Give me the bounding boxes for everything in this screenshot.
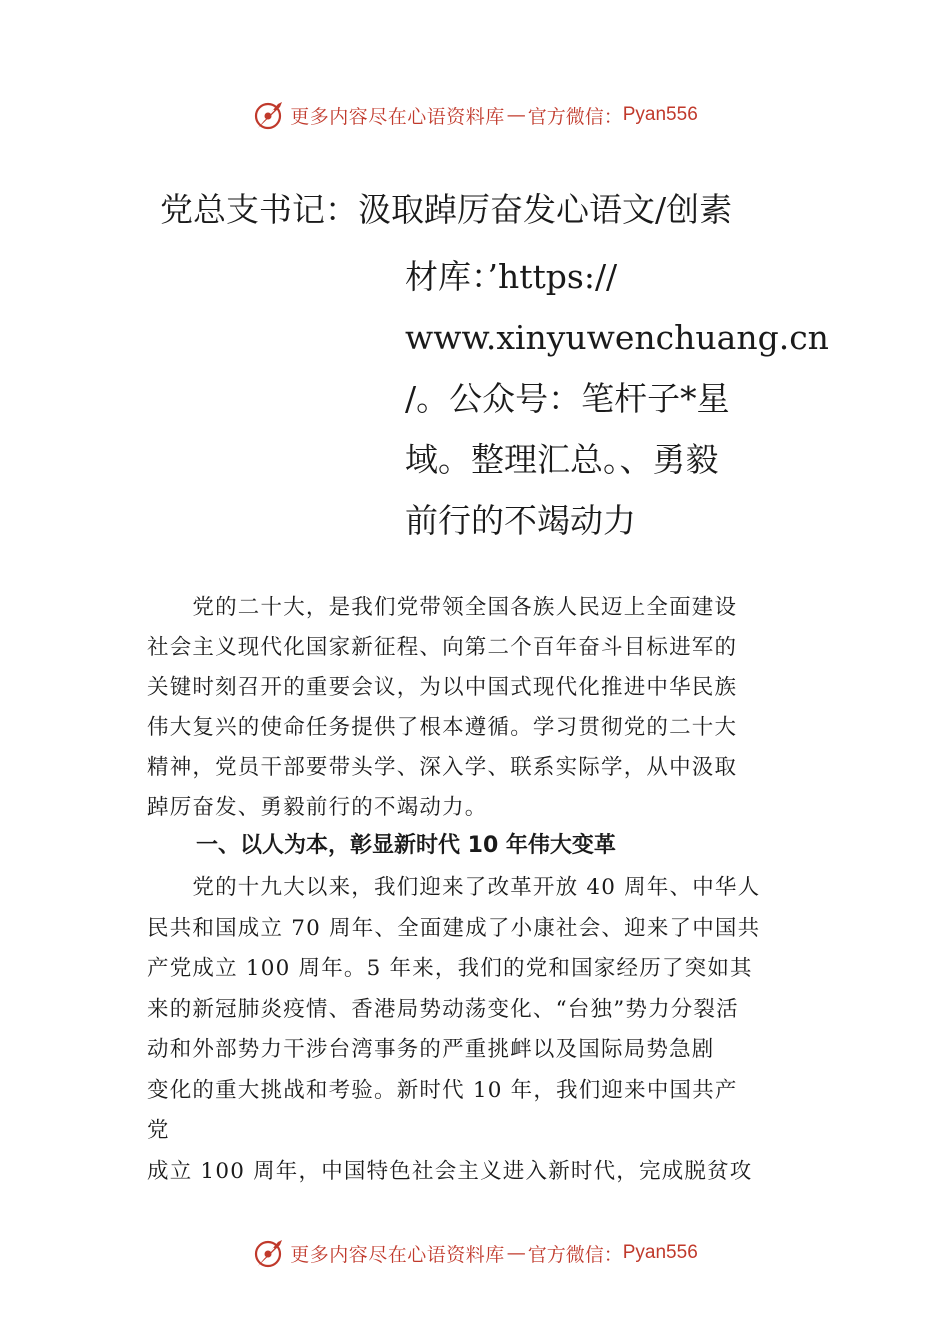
title-continuation <box>405 246 829 551</box>
banner-text: 更多内容尽在心语资料库 <box>290 1243 505 1266</box>
paragraph-line: 踔厉奋发、勇毅前行的不竭动力。 <box>147 795 488 820</box>
banner-wechat-label: 官方微信： <box>527 105 623 128</box>
title-line-4: /。公众号：笔杆子*星 <box>405 379 730 418</box>
banner-wechat-id: Pyan556 <box>622 1242 698 1263</box>
banner-separator: — <box>506 104 526 126</box>
paragraph-line: 变化的重大挑战和考验。新时代 10 年，我们迎来中国共产 <box>147 1077 738 1103</box>
paragraph-intro <box>147 588 807 828</box>
paragraph-line: 动和外部势力干涉台湾事务的严重挑衅以及国际局势急剧 <box>147 1037 715 1062</box>
paragraph-line: 关键时刻召开的重要会议，为以中国式现代化推进中华民族 <box>147 675 738 700</box>
paragraph-line: 民共和国成立 70 周年、全面建成了小康社会、迎来了中国共 <box>147 915 761 941</box>
paragraph-line: 党 <box>147 1118 170 1143</box>
title-line-6: 前行的不竭动力 <box>405 501 636 540</box>
section-heading-1: 一、以人为本，彰显新时代 10 年伟大变革 <box>196 833 616 858</box>
banner-wechat-label: 官方微信： <box>527 1243 623 1266</box>
banner-wechat-id: Pyan556 <box>622 104 698 125</box>
banner-text: 更多内容尽在心语资料库 <box>290 105 505 128</box>
title-line-2: 材库：’https:// <box>405 257 618 296</box>
paragraph-line: 成立 100 周年，中国特色社会主义进入新时代，完成脱贫攻 <box>147 1158 753 1184</box>
header-banner <box>0 95 950 135</box>
footer-banner <box>0 1233 950 1273</box>
paragraph-line: 来的新冠肺炎疫情、香港局势动荡变化、“台独”势力分裂活 <box>147 996 739 1022</box>
paragraph-line: 精神，党员干部要带头学、深入学、联系实际学，从中汲取 <box>147 755 738 780</box>
paragraph-line: 产党成立 100 周年。5 年来，我们的党和国家经历了突如其 <box>147 956 753 981</box>
quill-logo-icon <box>252 98 286 132</box>
paragraph-line: 社会主义现代化国家新征程、向第二个百年奋斗目标进军的 <box>147 635 738 660</box>
banner-separator: — <box>506 1242 526 1264</box>
quill-logo-icon <box>252 1236 286 1270</box>
title-line-1: 党总支书记：汲取踔厉奋发心语文/创素 <box>160 190 733 229</box>
title-line-3: www.xinyuwenchuang.cn <box>405 318 829 357</box>
paragraph-line: 伟大复兴的使命任务提供了根本遵循。学习贯彻党的二十大 <box>147 715 738 740</box>
paragraph-line: 党的十九大以来，我们迎来了改革开放 40 周年、中华人 <box>147 875 761 900</box>
paragraph-line: 党的二十大，是我们党带领全国各族人民迈上全面建设 <box>147 595 738 620</box>
paragraph-section-1 <box>147 868 807 1192</box>
title-line-5: 域。整理汇总。、勇毅 <box>405 440 719 479</box>
